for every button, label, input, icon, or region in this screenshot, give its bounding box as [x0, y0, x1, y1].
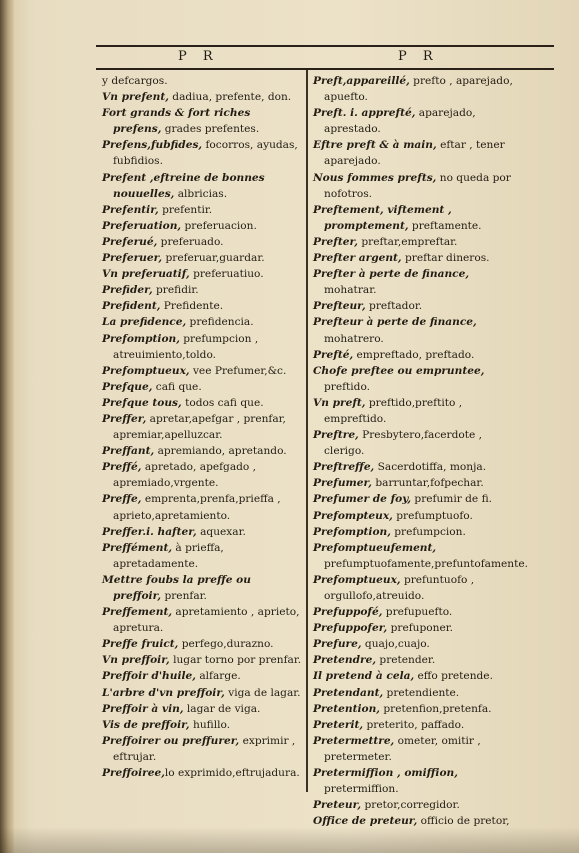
entry-headword: Vn preferuatif,: [102, 268, 190, 281]
entry-headword: Preteur,: [313, 799, 362, 812]
entry-translation: prefumpcion , atreuimiento,toldo.: [113, 332, 259, 361]
entry-headword: Prefomptueux,: [313, 573, 401, 586]
dictionary-entry: [102, 491, 302, 523]
entry-headword: Prefomptueufement,: [313, 541, 437, 554]
dictionary-entry: [313, 685, 523, 701]
entry-translation: effo pretende.: [414, 670, 493, 683]
dictionary-entry: [313, 395, 523, 427]
entry-translation: pretenfion,pretenfa.: [380, 702, 492, 715]
dictionary-entry: [102, 298, 302, 314]
entry-translation: y defcargos.: [102, 75, 168, 87]
entry-translation: quajo,cuajo.: [361, 638, 430, 651]
entry-headword: Prefomptueux,: [102, 364, 190, 377]
entry-translation: pretendiente.: [383, 686, 460, 699]
entry-translation: lagar de viga.: [183, 702, 261, 715]
entry-translation: prefentir.: [158, 203, 213, 216]
dictionary-entry: [102, 73, 302, 89]
entry-headword: Il pretend à cela,: [313, 670, 415, 683]
entry-translation: prefidencia.: [186, 316, 254, 329]
dictionary-entry: [102, 331, 302, 363]
dictionary-entry: [313, 620, 523, 636]
dictionary-entry: [102, 636, 302, 652]
dictionary-entry: [102, 765, 302, 781]
dictionary-entry: [313, 491, 523, 507]
entry-translation: dadiua, prefente, don.: [168, 91, 292, 104]
entry-translation: Prefidente.: [160, 300, 224, 313]
dictionary-entry: [313, 765, 523, 797]
page-bottom-shadow: [0, 827, 579, 853]
entry-headword: Preffoiree,: [102, 767, 165, 780]
dictionary-entry: [102, 105, 302, 137]
entry-translation: à prieffa, apretadamente.: [113, 541, 224, 570]
header-rule-top: [96, 45, 554, 47]
entry-translation: todos cafi que.: [181, 396, 264, 409]
dictionary-entry: [102, 668, 302, 684]
entry-headword: Preffe,: [102, 493, 142, 506]
entry-headword: Prefure,: [313, 638, 362, 651]
entry-headword: Vis de preffoir,: [102, 718, 190, 731]
entry-translation: emprenta,prenfa,prieffa , aprieto,apretamiento.: [113, 493, 281, 522]
dictionary-entry: [313, 797, 523, 813]
entry-translation: grades prefentes.: [161, 123, 260, 136]
entry-translation: preftador.: [365, 300, 423, 313]
dictionary-entry: [102, 202, 302, 218]
entry-translation: pretermiffion.: [324, 783, 399, 796]
entry-translation: prefumptuofo.: [392, 509, 473, 522]
dictionary-entry: [102, 411, 302, 443]
dictionary-entry: [313, 636, 523, 652]
dictionary-entry: [102, 459, 302, 491]
entry-headword: Pretendant,: [313, 686, 384, 699]
dictionary-entry: [313, 459, 523, 475]
entry-headword: Prefentir,: [102, 203, 159, 216]
entry-translation: preftido.: [324, 380, 371, 393]
entry-translation: apretado, apefgado , apremiado,vrgente.: [113, 461, 257, 490]
dictionary-entry: [102, 717, 302, 733]
entry-translation: mohatrero.: [324, 332, 384, 345]
dictionary-entry: [313, 524, 523, 540]
dictionary-entry: [313, 427, 523, 459]
entry-headword: Preterit,: [313, 718, 364, 731]
dictionary-entry: [102, 443, 302, 459]
dictionary-entry: [313, 701, 523, 717]
entry-headword: Prefumer,: [313, 477, 372, 490]
dictionary-entry: [313, 604, 523, 620]
dictionary-entry: [313, 347, 523, 363]
entry-translation: viga de lagar.: [224, 686, 301, 699]
entry-headword: Prefuppofé,: [313, 606, 383, 619]
entry-translation: preterito, paffado.: [363, 718, 465, 731]
entry-headword: Prefens,fubfides,: [102, 139, 203, 152]
entry-headword: Pretermettre,: [313, 734, 395, 747]
entry-translation: vee Prefumer,&c.: [189, 364, 287, 377]
page-binding-edge: [0, 0, 14, 853]
entry-translation: lo exprimido,eftrujadura.: [164, 767, 300, 780]
entry-translation: empreftado, preftado.: [353, 348, 475, 361]
entry-headword: Mettre foubs la preffe ou preffoir,: [102, 573, 251, 602]
entry-translation: preftamente.: [408, 219, 482, 232]
entry-headword: Preftreffe,: [313, 461, 375, 474]
dictionary-entry: [102, 89, 302, 105]
dictionary-entry: [313, 508, 523, 524]
entry-headword: La prefidence,: [102, 316, 187, 329]
dictionary-entry: [102, 540, 302, 572]
entry-headword: Vn preffoir,: [102, 654, 170, 667]
entry-translation: lugar torno por prenfar.: [169, 654, 302, 667]
dictionary-entry: [102, 524, 302, 540]
dictionary-entry: [102, 314, 302, 330]
entry-headword: Vn prefent,: [102, 91, 169, 104]
dictionary-entry: [102, 701, 302, 717]
dictionary-entry: [313, 234, 523, 250]
entry-headword: Prefteur,: [313, 300, 366, 313]
entry-translation: cafi que.: [152, 380, 202, 393]
dictionary-entry: [102, 218, 302, 234]
dictionary-entry: [102, 170, 302, 202]
entry-translation: perfego,durazno.: [178, 638, 274, 651]
entry-translation: preftido,preftito , empreftido.: [324, 396, 463, 425]
entry-headword: Pretendre,: [313, 654, 377, 667]
dictionary-entry: [102, 572, 302, 604]
dictionary-entry: [313, 668, 523, 684]
dictionary-entry: [102, 652, 302, 668]
dictionary-entry: [102, 250, 302, 266]
dictionary-entry: [102, 379, 302, 395]
entry-headword: Chofe preftee ou empruntee,: [313, 364, 485, 377]
right-column: [313, 73, 528, 829]
entry-headword: Preft. i. apprefté,: [313, 107, 416, 120]
entry-translation: apretar,apefgar , prenfar, apremiar,apelluzcar.: [113, 412, 286, 442]
running-head-right: P R: [398, 49, 439, 64]
entry-headword: Preftre,: [313, 429, 359, 442]
dictionary-entry: [102, 604, 302, 636]
entry-translation: focorros, ayudas, fubfidios.: [113, 139, 298, 168]
dictionary-entry: [313, 652, 523, 668]
entry-translation: prefto , aparejado, apuefto.: [324, 75, 513, 104]
dictionary-entry: [313, 137, 523, 169]
entry-translation: prefupuefto.: [382, 606, 453, 619]
entry-translation: prenfar.: [161, 590, 207, 602]
entry-headword: Prefter argent,: [313, 252, 402, 265]
entry-headword: Prefomption,: [313, 525, 391, 538]
entry-headword: Nous fommes prefts,: [313, 171, 437, 184]
entry-headword: Prefompteux,: [313, 509, 393, 522]
dictionary-entry: [313, 170, 523, 202]
dictionary-entry: [102, 733, 302, 765]
entry-translation: ometer, omitir , pretermeter.: [324, 734, 481, 763]
entry-translation: preftar,empreftar.: [357, 235, 458, 248]
entry-translation: eftar , tener aparejado.: [324, 139, 505, 168]
dictionary-entry: [313, 717, 523, 733]
entry-headword: Prefuppofer,: [313, 622, 388, 635]
entry-headword: Prefter à perte de finance,: [313, 268, 470, 281]
entry-translation: preferuar,guardar.: [162, 252, 265, 265]
dictionary-entry: [313, 363, 523, 395]
column-divider: [306, 70, 308, 792]
entry-translation: pretender.: [376, 654, 436, 667]
dictionary-entry: [313, 314, 523, 346]
entry-translation: preftar dineros.: [401, 252, 490, 265]
entry-headword: Preffé,: [102, 461, 142, 474]
entry-translation: preferuado.: [157, 235, 224, 248]
entry-translation: barruntar,fofpechar.: [372, 477, 484, 490]
entry-headword: Prefteur à perte de finance,: [313, 316, 477, 329]
entry-headword: Prefumer de foy,: [313, 493, 412, 506]
entry-headword: Prefent ,eftreine de bonnes nouuelles,: [102, 171, 265, 200]
dictionary-entry: [313, 475, 523, 491]
entry-headword: L'arbre d'vn preffoir,: [102, 686, 225, 699]
dictionary-entry: [102, 137, 302, 169]
dictionary-entry: [313, 105, 523, 137]
dictionary-entry: [313, 202, 523, 234]
entry-headword: Preferué,: [102, 235, 158, 248]
dictionary-entry: [102, 685, 302, 701]
entry-headword: Preffoir d'huile,: [102, 670, 196, 683]
entry-translation: apremiando, apretando.: [154, 445, 287, 458]
entry-translation: prefidir.: [152, 284, 199, 297]
entry-headword: Vn preft,: [313, 396, 366, 409]
entry-translation: preferuatiuo.: [189, 268, 264, 281]
entry-translation: albricias.: [174, 187, 228, 200]
dictionary-entry: [102, 282, 302, 298]
entry-headword: Eftre preft & à main,: [313, 139, 437, 152]
dictionary-entry: [313, 266, 523, 298]
entry-headword: Preffe fruict,: [102, 638, 179, 651]
entry-translation: prefumpcion.: [390, 525, 466, 538]
entry-headword: Prefque tous,: [102, 396, 182, 409]
entry-headword: Preffoirer ou preffurer,: [102, 734, 240, 747]
entry-headword: Prefomption,: [102, 332, 180, 345]
entry-translation: aparejado, aprestado.: [324, 107, 476, 136]
entry-translation: exprimir , eftrujar.: [113, 734, 296, 763]
entry-headword: Preft,appareillé,: [313, 75, 410, 87]
entry-headword: Prefider,: [102, 284, 153, 297]
entry-headword: Preferuer,: [102, 252, 163, 265]
entry-translation: prefumptuofamente,prefuntofamente.: [324, 557, 528, 570]
entry-headword: Prefident,: [102, 300, 161, 313]
entry-headword: Preferuation,: [102, 219, 182, 232]
dictionary-entry: [313, 73, 523, 105]
dictionary-entry: [102, 395, 302, 411]
entry-headword: Pretention,: [313, 702, 380, 715]
entry-translation: prefumir de fi.: [411, 493, 493, 506]
dictionary-entry: [313, 540, 528, 572]
entry-translation: no queda por nofotros.: [324, 171, 511, 200]
entry-headword: Preffant,: [102, 445, 155, 458]
entry-translation: apretamiento , aprieto, apretura.: [113, 606, 300, 635]
entry-translation: aquexar.: [196, 525, 246, 538]
entry-translation: alfarge.: [195, 670, 241, 683]
entry-translation: hufillo.: [189, 718, 231, 731]
entry-headword: Preffément,: [102, 541, 173, 554]
entry-headword: Fort grands & fort riches prefens,: [102, 107, 251, 136]
header-rule-bottom: [96, 68, 554, 70]
entry-headword: Prefque,: [102, 380, 153, 393]
entry-headword: Preffoir à vin,: [102, 702, 184, 715]
entry-translation: mohatrar.: [324, 284, 377, 297]
entry-headword: Preffement,: [102, 606, 173, 619]
entry-translation: preferuacion.: [181, 219, 257, 232]
entry-translation: pretor,corregidor.: [361, 799, 460, 812]
left-column: [102, 73, 302, 781]
entry-headword: Prefter,: [313, 235, 358, 248]
dictionary-entry: [313, 733, 523, 765]
entry-translation: prefuponer.: [387, 622, 453, 635]
dictionary-entry: [102, 234, 302, 250]
dictionary-entry: [313, 250, 523, 266]
dictionary-entry: [313, 298, 523, 314]
entry-translation: prefuntuofo , orgullofo,atreuido.: [324, 573, 475, 602]
running-head-left: P R: [178, 49, 219, 64]
entry-headword: Prefté,: [313, 348, 354, 361]
entry-translation: Presbytero,facerdote , clerigo.: [324, 429, 483, 458]
dictionary-entry: [313, 572, 523, 604]
entry-translation: Sacerdotiffa, monja.: [374, 461, 487, 474]
entry-headword: Preffer,: [102, 412, 147, 425]
entry-headword: Office de preteur,: [313, 815, 418, 828]
entry-headword: Preftement, viftement , promptement,: [313, 203, 452, 232]
entry-headword: Pretermiffion , omiffion,: [313, 767, 458, 780]
dictionary-entry: [102, 266, 302, 282]
entry-translation: officio de pretor,: [417, 815, 510, 828]
entry-headword: Preffer.i. hafter,: [102, 525, 197, 538]
dictionary-entry: [102, 363, 302, 379]
